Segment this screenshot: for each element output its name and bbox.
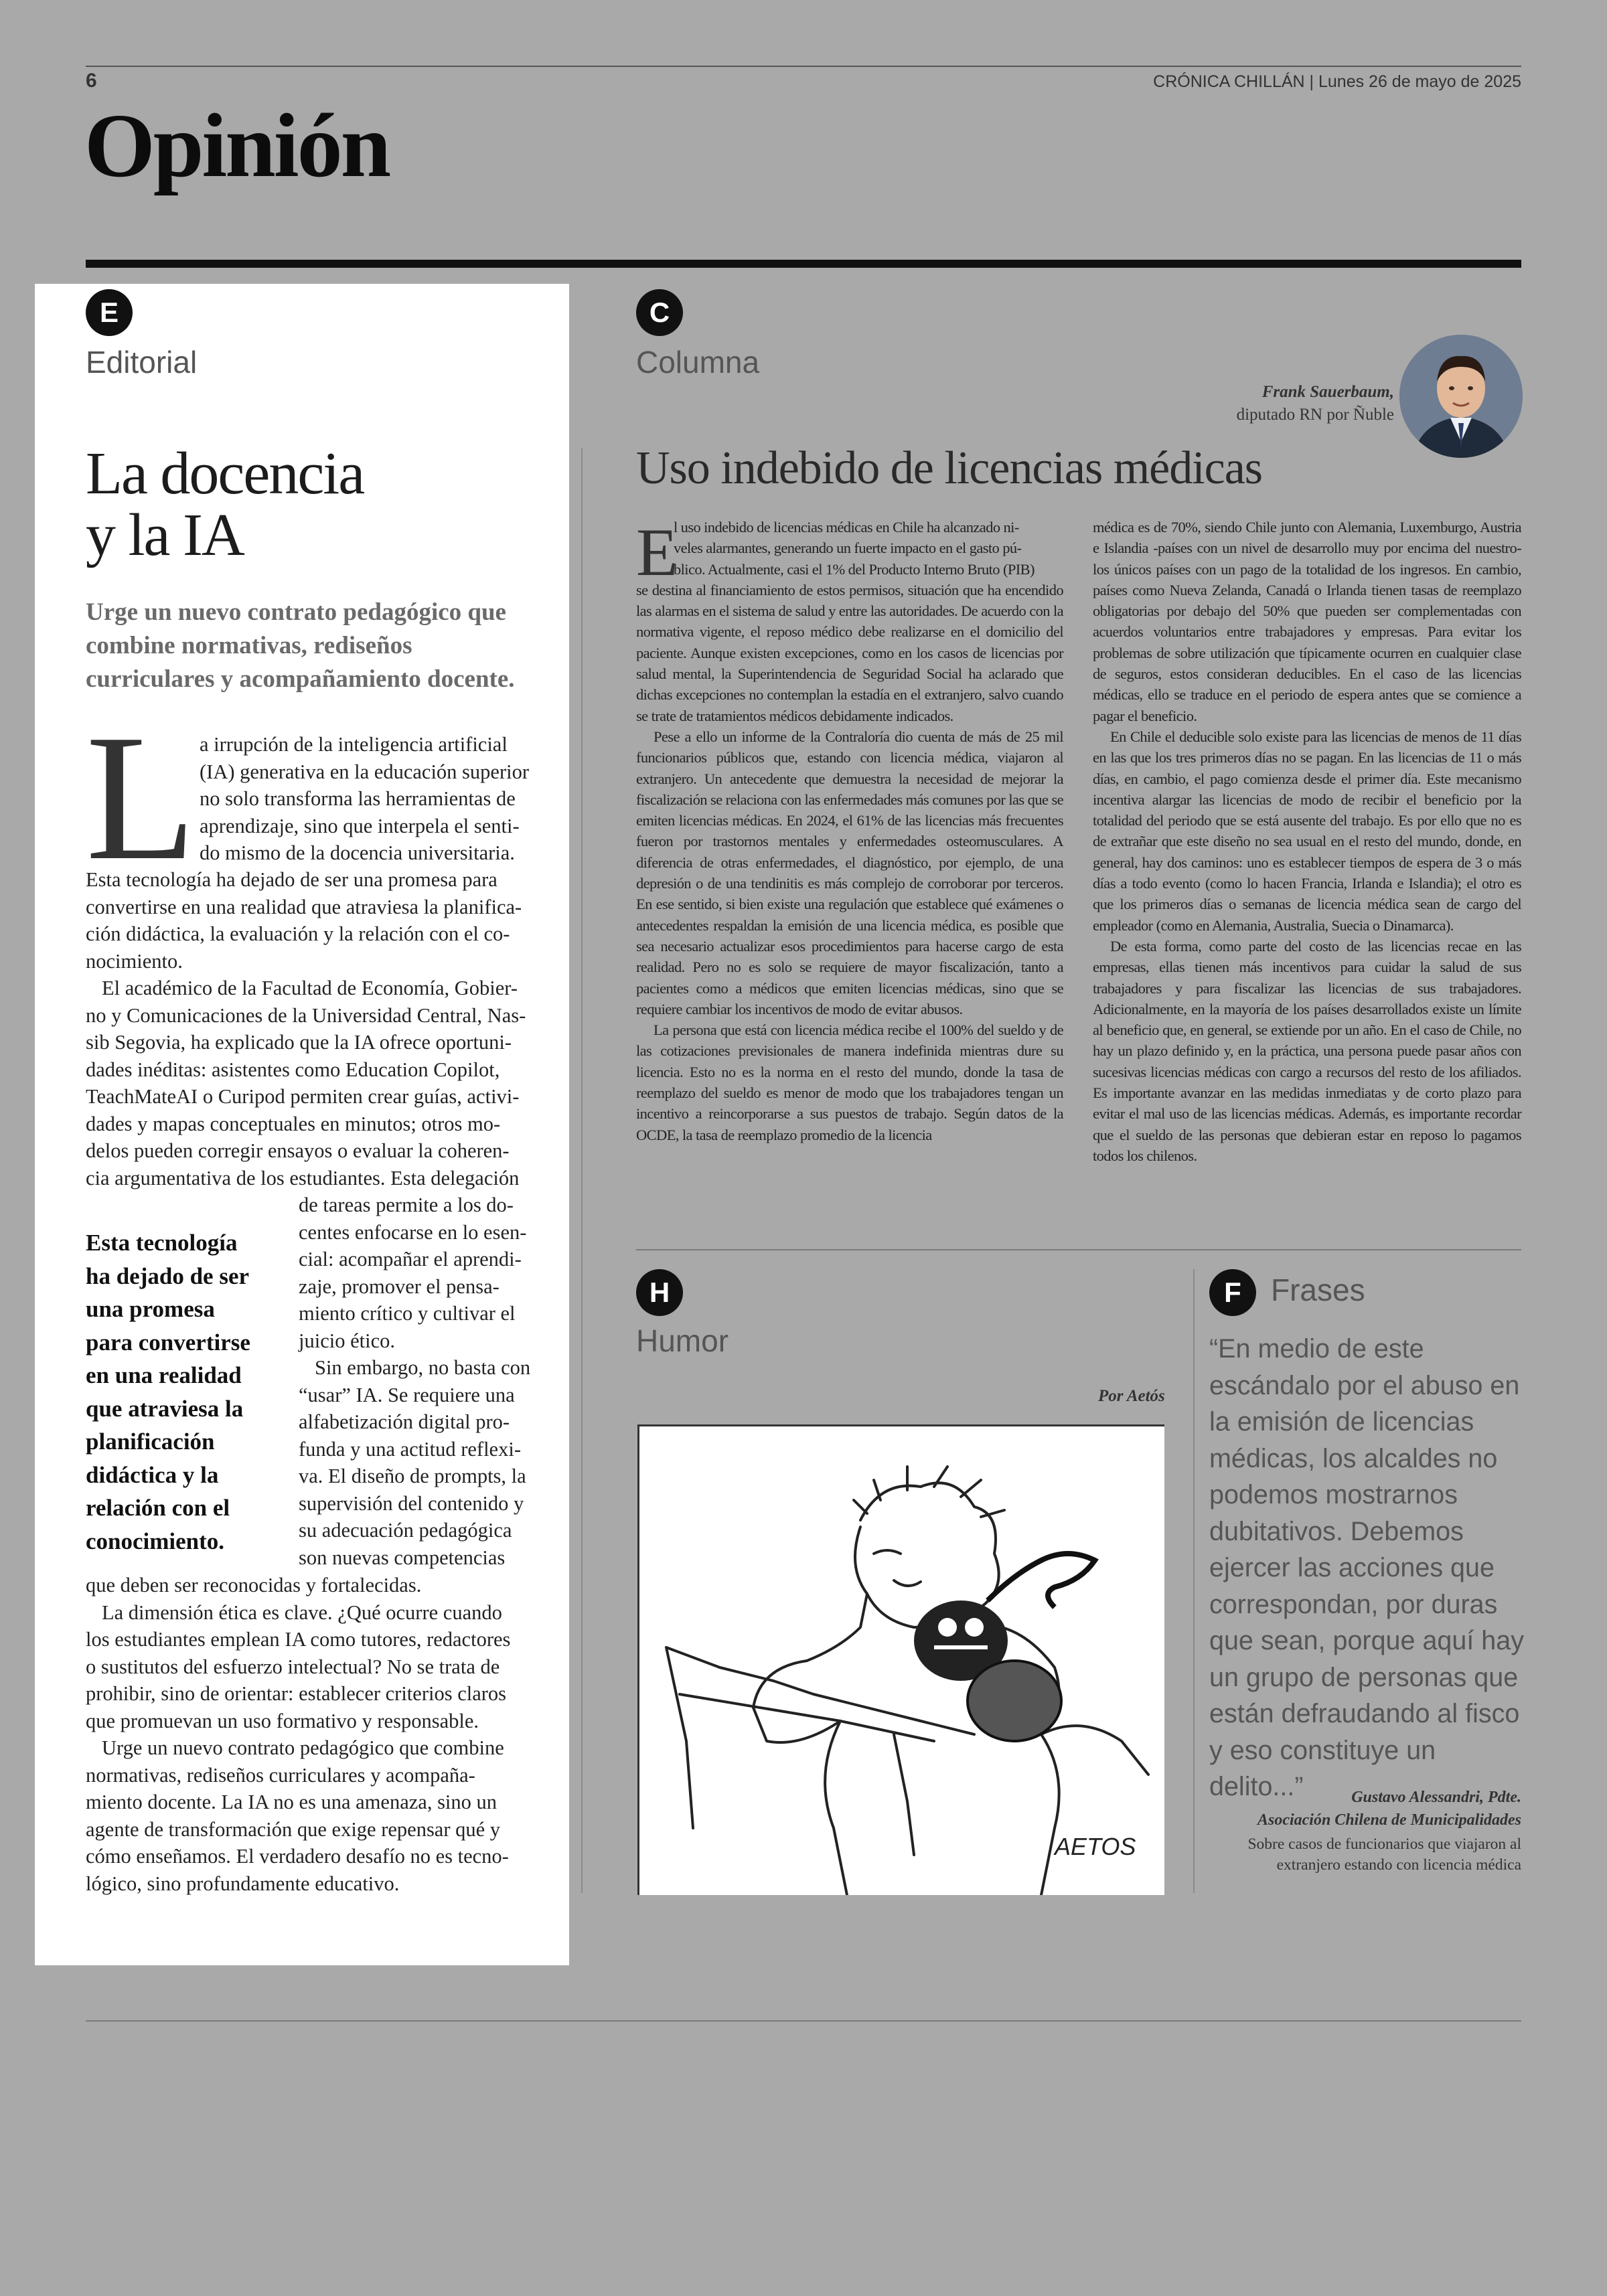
body-line: Esta tecnología ha dejado de ser una promesa para (86, 868, 498, 891)
column-line: blico. Actualmente, casi el 1% del Producto Interno Bruto (PIB) (674, 560, 1035, 578)
editorial-body-main (86, 866, 526, 1192)
pullquote-line: que atraviesa la (86, 1395, 244, 1422)
body-line: delos pueden corregir ensayos o evaluar la coheren- (86, 1139, 510, 1162)
dek-line: combine normativas, rediseños (86, 632, 412, 659)
column-text-col1 (636, 517, 1063, 1145)
body-line: de tareas permite a los do- (299, 1194, 514, 1216)
cartoon-illustration-icon (639, 1426, 1164, 1895)
body-line: nocimiento. (86, 949, 183, 973)
quote-line: que sean, porque aquí hay (1209, 1626, 1524, 1655)
editorial-body-narrow (299, 1192, 530, 1571)
column-bottom-rule (636, 1249, 1521, 1250)
editorial-title-line: y la IA (86, 502, 244, 568)
pullquote-line: para convertirse (86, 1329, 250, 1356)
humor-badge: H (636, 1269, 683, 1316)
editorial-lead (200, 731, 529, 867)
column-line: l uso indebido de licencias médicas en Chile ha alcanzado ni- (674, 519, 1019, 536)
body-line: agente de transformación que exige repensar qué y (86, 1817, 501, 1841)
body-line: sib Segovia, ha explicado que la IA ofrece oportuni- (86, 1031, 512, 1054)
body-line: convertirse en una realidad que atraviesa la planifica- (86, 895, 522, 918)
pullquote-line: en una realidad (86, 1362, 242, 1388)
editorial-badge: E (86, 289, 133, 336)
editorial-body-end (86, 1572, 510, 1897)
body-line: son nuevas competencias (299, 1546, 506, 1569)
body-line: ción didáctica, la evaluación y la relación con el co- (86, 922, 510, 945)
body-line: alfabetización digital pro- (299, 1410, 510, 1433)
body-line: funda y una actitud reflexi- (299, 1437, 521, 1461)
frases-label: Frases (1271, 1273, 1365, 1307)
dek-line: curriculares y acompañamiento docente. (86, 665, 515, 693)
body-line: prohibir, sino de orientar: establecer criterios claros (86, 1682, 507, 1705)
pullquote-line: Esta tecnología (86, 1230, 238, 1256)
editorial-dek (86, 596, 548, 696)
quote-line: escándalo por el abuso en (1209, 1370, 1520, 1400)
humor-label: Humor (636, 1323, 729, 1358)
body-line: su adecuación pedagógica (299, 1519, 512, 1542)
body-line: cómo enseñamos. El verdadero desafío no es tecno- (86, 1845, 509, 1868)
column-paragraph: De esta forma, como parte del costo de las licencias recae en las empresas, ellas tienen más incentivos para cuidar la salud de sus trabajadores y para fiscalizar las licencias de sus trabajadores. Adicionalmente, en la mayoría de los países desarrollados existe un límite al beneficio que, en general, se extiende por un año. En el caso de Chile, no hay un plazo definido y, en la práctica, una persona puede pasar años con sucesivas licencias médicas con cargo a recursos del resto de los afiliados. Es importante avanzar en las medidas inmediatas y de corto plazo para evitar el mal uso de las licencias médicas. Además, es importante recordar que el sueldo de las personas que debieran estar en reposo lo pagamos todos los chilenos. (1093, 937, 1521, 1164)
quote-line: y eso constituye un delito...” (1209, 1735, 1436, 1801)
frases-organization: Asociación Chilena de Municipalidades (1257, 1811, 1521, 1829)
column-label: Columna (636, 345, 760, 380)
column-line: veles alarmantes, generando un fuerte impacto en el gasto pú- (674, 540, 1022, 557)
body-line: que deben ser reconocidas y fortalecidas. (86, 1574, 422, 1596)
body-line: aprendizaje, sino que interpela el senti- (200, 814, 520, 837)
body-line: TeachMateAI o Curipod permiten crear guías, activi- (86, 1085, 520, 1108)
body-line: cia argumentativa de los estudiantes. Esta delegación (86, 1166, 520, 1190)
body-line: no solo transforma las herramientas de (200, 787, 516, 810)
body-line: va. El diseño de prompts, la (299, 1465, 526, 1487)
frases-context (1207, 1834, 1521, 1876)
body-line: (IA) generativa en la educación superior (200, 760, 529, 783)
top-rule (86, 66, 1521, 67)
quote-line: “En medio de este (1209, 1334, 1424, 1364)
frases-quote (1209, 1331, 1524, 1805)
frases-badge: F (1209, 1269, 1256, 1316)
body-line: Sin embargo, no basta con (315, 1356, 531, 1379)
pullquote-line: didáctica y la (86, 1461, 219, 1488)
body-line: Urge un nuevo contrato pedagógico que combine (102, 1736, 504, 1759)
section-rule (86, 260, 1521, 268)
body-line: supervisión del contenido y (299, 1491, 524, 1515)
body-line: dades y mapas conceptuales en minutos; otros mo- (86, 1112, 501, 1135)
humor-frases-divider (1193, 1269, 1195, 1893)
context-line: extranjero estando con licencia médica (1276, 1856, 1521, 1874)
editorial-title (86, 440, 364, 568)
body-line: zaje, promover el pensa- (299, 1275, 500, 1298)
quote-line: están defraudando al fisco (1209, 1699, 1520, 1728)
column-paragraph: En Chile el deducible solo existe para las licencias de menos de 11 días en las que los tres primeros días no se pagan. En las licencias de 11 o más días, en cambio, el pago comienza desde el primer día. Este mecanismo incentiva alargar las licencias de modo de recibir el beneficio por la totalidad del periodo que se está ausente del trabajo. Es por ello que no es de extrañar que este diseño no sea usual en el resto del mundo, donde, en general, hay dos caminos: uno es establecer tiempos de espera de 3 o más días a todo evento (como lo hacen Francia, Irlanda e Islandia); el otro es que los primeros días o semanas de licencia médica sean de cargo del empleador (como en Alemania, Australia, Suecia o Dinamarca). (1093, 728, 1521, 934)
column-paragraph: se destina al financiamiento de estos permisos, situación que ha encendido las alarmas en el sistema de salud y entre las autoridades. De acuerdo con la normativa vigente, el reposo médico debe realizarse en el domicilio del paciente. Aunque existen excepciones, como en los casos de licencias por salud mental, la Superintendencia de Seguridad Social ha aclarado que dichas excepciones no contemplan la estadía en el extranjero, salvo cuando se trate de tratamientos médicos debidamente indicados. (636, 581, 1063, 724)
body-line: a irrupción de la inteligencia artificial (200, 733, 508, 756)
pullquote-line: planificación (86, 1428, 215, 1455)
body-line: cial: acompañar el aprendi- (299, 1248, 522, 1270)
column-paragraph: Pese a ello un informe de la Contraloría dio cuenta de más de 25 mil funcionarios públicos que, estando con licencia médica, viajaron al extranjero. Un antecedente que demuestra la necesidad de mejorar la fiscalización se relaciona con las enfermedades más comunes por las que se emiten licencias médicas. En 2024, el 61% de las licencias más frecuentes fueron por trastornos mentales y enfermedades osteomusculares. A diferencia de otras enfermedades, el diagnóstico, por ejemplo, de una depresión o de una tendinitis es más complejo de corroborar por terceros. En ese sentido, si bien existe una regulación que establece qué exámenes o antecedentes respaldan la emisión de una licencia médica, es posible que sea necesario actualizar esos procedimientos para hacerse cargo de esta realidad. Pero no es solo se requiere de mayor fiscalización, tanto a pacientes como a médicos que emiten licencias médicas, sino que se requiere cambiar los incentivos de modo de evitar abusos. (636, 728, 1063, 1017)
body-line: normativas, rediseños curriculares y acompaña- (86, 1763, 475, 1787)
body-line: El académico de la Facultad de Economía, Gobier- (102, 977, 518, 999)
body-line: “usar” IA. Se requiere una (299, 1383, 515, 1406)
column-lead (636, 515, 1063, 590)
frases-author: Gustavo Alessandri, Pdte. (1351, 1789, 1521, 1806)
bottom-rule (86, 2020, 1521, 2022)
humor-cartoon (637, 1424, 1164, 1895)
quote-line: ejercer las acciones que (1209, 1553, 1495, 1582)
column-title: Uso indebido de licencias médicas (636, 442, 1263, 494)
body-line: los estudiantes emplean IA como tutores, redactores (86, 1628, 511, 1651)
quote-line: dubitativos. Debemos (1209, 1516, 1464, 1546)
cartoon-signature: AETOS (1055, 1833, 1136, 1860)
body-line: dades inéditas: asistentes como Education Copilot, (86, 1058, 500, 1081)
quote-line: un grupo de personas que (1209, 1662, 1519, 1692)
body-line: o sustitutos del esfuerzo intelectual? No se trata de (86, 1655, 500, 1678)
body-line: lógico, sino profundamente educativo. (86, 1872, 400, 1895)
column-author-role: diputado RN por Ñuble (1236, 406, 1394, 424)
context-line: Sobre casos de funcionarios que viajaron al (1247, 1835, 1521, 1853)
editorial-dropcap: L (86, 698, 196, 898)
body-line: do mismo de la docencia universitaria. (200, 841, 515, 864)
column-dropcap: E (636, 515, 678, 590)
pullquote-line: relación con el (86, 1495, 230, 1521)
body-line: que promuevan un uso formativo y responsable. (86, 1709, 479, 1732)
quote-line: correspondan, por duras (1209, 1589, 1498, 1619)
page-number: 6 (86, 70, 97, 92)
section-title: Opinión (84, 96, 390, 196)
column-paragraph: La persona que está con licencia médica recibe el 100% del sueldo y de las cotizaciones previsionales de manera indefinida mientras dure su licencia. Esto no es la norma en el resto del mundo, donde la tasa de reemplazo del sueldo es menor de modo que los trabajadores tengan un incentivo a reincorporarse a sus puestos de trabajo. Según datos de la OCDE, la tasa de reemplazo promedio de la licencia (636, 1021, 1063, 1143)
humor-credit: Por Aetós (1098, 1387, 1165, 1405)
column-divider (581, 448, 583, 1893)
editorial-label: Editorial (86, 345, 198, 380)
column-text-col2 (1093, 517, 1521, 1166)
body-line: miento docente. La IA no es una amenaza, sino un (86, 1791, 498, 1813)
masthead-date: CRÓNICA CHILLÁN | Lunes 26 de mayo de 2025 (1153, 72, 1521, 91)
body-line: centes enfocarse en lo esen- (299, 1220, 527, 1244)
pullquote-line: una promesa (86, 1296, 215, 1322)
body-line: no y Comunicaciones de la Universidad Central, Nas- (86, 1003, 526, 1027)
column-author-name: Frank Sauerbaum, (1261, 383, 1394, 401)
dek-line: Urge un nuevo contrato pedagógico que (86, 598, 506, 626)
body-line: miento crítico y cultivar el (299, 1302, 516, 1325)
author-avatar (1399, 335, 1523, 458)
column-paragraph: médica es de 70%, siendo Chile junto con Alemania, Luxemburgo, Austria e Islandia -países con un nivel de desarrollo muy por encima del nuestro- los únicos países con un pago de la totalidad de los ingresos. En cambio, países como Nueva Zelanda, Canadá o Irlanda tienen tasas de reemplazo obligatorias por debajo del 50% que pueden ser complementadas con acuerdos voluntarios entre trabajadores y empresas. Para evitar los problemas de sobre utilización que típicamente ocurren en cualquier clase de seguros, estos consideran deducibles. En el caso de las licencias médicas, ello se traduce en el periodo de espera antes que se comience a pagar el beneficio. (1093, 519, 1521, 724)
author-photo-icon (1399, 335, 1523, 458)
pullquote-line: ha dejado de ser (86, 1262, 250, 1289)
quote-line: podemos mostrarnos (1209, 1480, 1458, 1509)
body-line: La dimensión ética es clave. ¿Qué ocurre cuando (102, 1601, 502, 1624)
column-badge: C (636, 289, 683, 336)
quote-line: médicas, los alcaldes no (1209, 1443, 1498, 1473)
pullquote-line: conocimiento. (86, 1528, 225, 1554)
body-line: juicio ético. (299, 1329, 395, 1352)
editorial-pullquote (86, 1226, 273, 1558)
quote-line: la emisión de licencias (1209, 1407, 1474, 1437)
editorial-title-line: La docencia (86, 440, 364, 507)
